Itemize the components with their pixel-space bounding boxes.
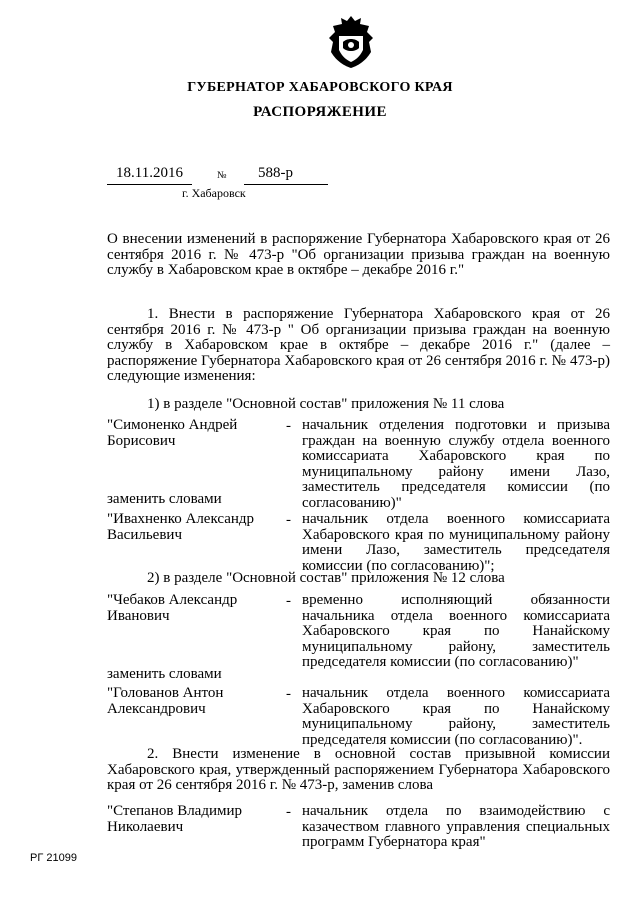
document-type: РАСПОРЯЖЕНИЕ: [253, 104, 387, 120]
entry-5-desc: начальник отдела по взаимодействию с казачеством главного управления специальных программ Губернатора края": [302, 803, 610, 850]
authority-title: ГУБЕРНАТОР ХАБАРОВСКОГО КРАЯ: [187, 80, 453, 95]
entry-1-dash: -: [286, 418, 291, 434]
entry-2-dash: -: [286, 512, 291, 528]
entry-4-dash: -: [286, 686, 291, 702]
footer-code: РГ 21099: [30, 852, 77, 864]
paragraph-2: 2. Внести изменение в основной состав призывной комиссии Хабаровского края, утвержденный распоряжением Губернатора Хабаровского края от 26 сентября 2016 г. № 473-р, заменив слова: [107, 746, 610, 793]
paragraph-1: 1. Внести в распоряжение Губернатора Хабаровского края от 26 сентября 2016 г. № 473-р " Об организации призыва граждан на военную службу в Хабаровском крае в октябре – декабре 2016 г." (далее – распоряжение Губернатора Хабаровского края от 26 сентября 2016 г. № 473-р) следующие изменения:: [107, 306, 610, 384]
document-city: г. Хабаровск: [182, 186, 246, 200]
document-number: 588-р: [258, 165, 293, 181]
khabarovsk-coat-of-arms-icon: [325, 12, 377, 70]
document-subject: О внесении изменений в распоряжение Губернатора Хабаровского края от 26 сентября 2016 г. № 473-р "Об организации призыва граждан на военную службу в Хабаровском крае в октябре – декабре 2016 г.": [107, 231, 610, 278]
subitem-1: 1) в разделе "Основной состав" приложения № 11 слова: [147, 396, 505, 412]
entry-3-desc: временно исполняющий обязанности начальника отдела военного комиссариата Хабаровского края по Нанайскому муниципальному району, заместитель председателя комиссии (по согласованию)": [302, 592, 610, 670]
entry-2-desc: начальник отдела военного комиссариата Хабаровского края по муниципальному району имени Лазо, заместитель председателя комиссии (по согласованию)";: [302, 511, 610, 574]
entry-5-name: "Степанов Владимир Николаевич: [107, 803, 243, 835]
replace-1: заменить словами: [107, 491, 222, 507]
replace-2: заменить словами: [107, 666, 222, 682]
entry-1-desc: начальник отделения подготовки и призыва граждан на военную службу отдела военного комиссариата Хабаровского края по муниципальному району имени Лазо, заместитель председателя комиссии (по согласованию)": [302, 417, 610, 511]
number-sign: №: [217, 170, 227, 181]
entry-1-name: "Симоненко Андрей Борисович: [107, 417, 238, 449]
entry-4-name: "Голованов Антон Александрович: [107, 685, 224, 717]
entry-3-dash: -: [286, 593, 291, 609]
subitem-2: 2) в разделе "Основной состав" приложения № 12 слова: [147, 570, 505, 586]
entry-4-desc: начальник отдела военного комиссариата Хабаровского края по Нанайскому муниципальному району, заместитель председателя комиссии (по согласованию)".: [302, 685, 610, 748]
entry-2-name: "Ивахненко Александр Васильевич: [107, 511, 255, 543]
entry-5-dash: -: [286, 804, 291, 820]
document-date: 18.11.2016: [116, 165, 183, 181]
entry-3-name: "Чебаков Александр Иванович: [107, 592, 238, 624]
